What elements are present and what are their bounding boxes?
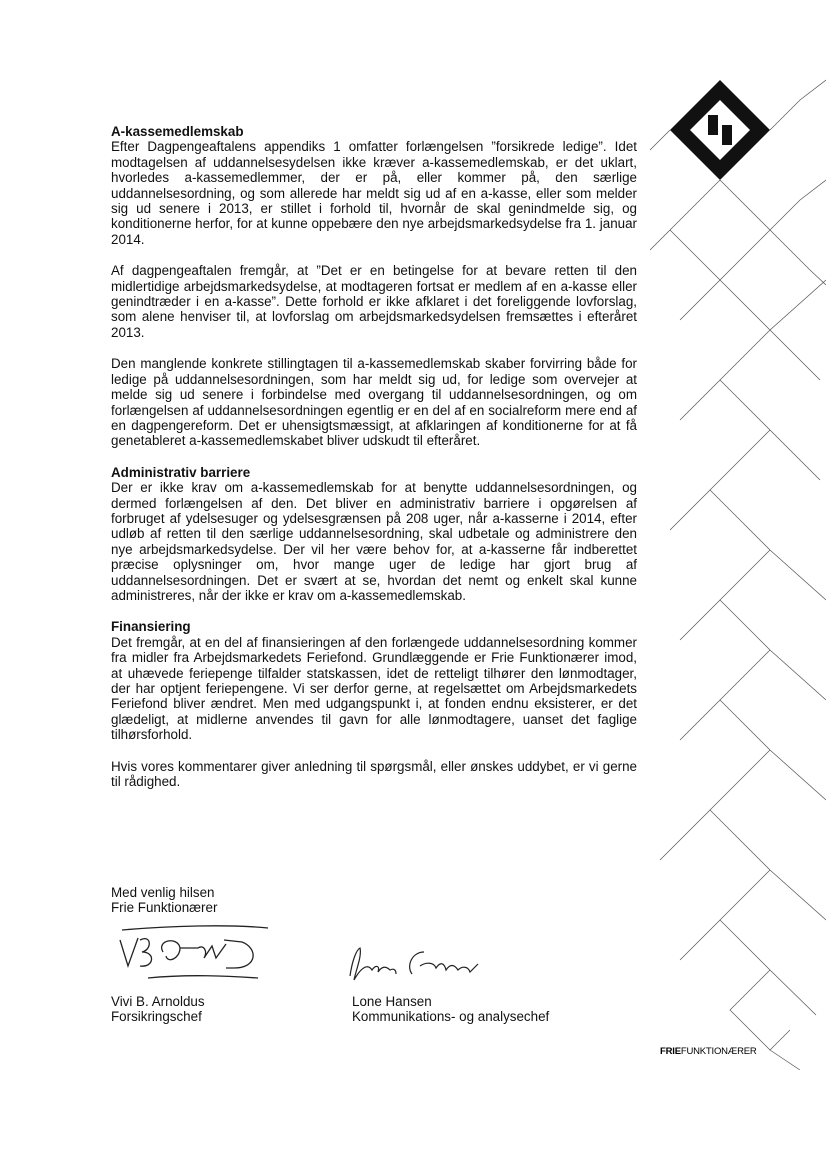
section-heading: Administrativ barriere xyxy=(111,464,251,480)
closing-organization: Frie Funktionærer xyxy=(111,900,218,916)
signatory-title: Forsikringschef xyxy=(111,1009,202,1025)
signature-vivi-image xyxy=(108,918,278,990)
paragraph: Der er ikke krav om a-kassemedlemskab for at benytte uddannelsesordningen, og dermed forlængelsen af den. Det bliver en administrativ barriere i opgørelsen af forbruget af ydelsesuger og ydelsesgrænsen på 208 uger, når a-kasserne i 2014, efter udløb af retten til den særlige uddannelsesordning, skal udbetale og administrere den nye arbejdsmarkedsydelse. Der vil her være behov for, at a-kasserne får indberettet præcise oplysninger om, hvor mange uger de ledige har gjort brug af uddannelsesordningen. Det er svært at se, hvordan det nemt og enkelt skal kunne administreres, når der ikke er krav om a-kassemedlemskab. xyxy=(111,480,637,603)
paragraph: Det fremgår, at en del af finansieringen af den forlængede uddannelsesordning kommer fra midler fra Arbejdsmarkedets Feriefond. Grundlæggende er Frie Funktionærer imod, at uhævede feriepenge tilfalder statskassen, idet de retteligt tilhører den lønmodtager, der har optjent feriepengene. Vi ser derfor gerne, at regelsættet om Arbejdsmarkedets Feriefond bliver ændret. Men med udgangspunkt i, at fonden endnu eksisterer, er det glædeligt, at midlerne anvendes til gavn for alle lønmodtagere, uanset det faglige tilhørsforhold. xyxy=(111,634,637,743)
footer-logo-rest: FUNKTIONÆRER xyxy=(680,1046,757,1057)
signature-lone-image xyxy=(342,940,512,990)
footer-logo-bold: FRIE xyxy=(660,1046,681,1057)
letter-body xyxy=(111,124,637,803)
section-heading: Finansiering xyxy=(111,619,191,635)
footer-logo xyxy=(660,1046,757,1057)
closing-greeting: Med venlig hilsen xyxy=(111,885,215,900)
logo-mark-icon xyxy=(670,80,770,180)
paragraph: Hvis vores kommentarer giver anledning til spørgsmål, eller ønskes uddybet, er vi gerne til rådighed. xyxy=(111,758,637,790)
closing-block xyxy=(111,885,217,916)
paragraph: Efter Dagpengeaftalens appendiks 1 omfatter forlængelsen ”forsikrede ledige”. Idet modtagelsen af uddannelsesydelsen ikke kræver a-kassemedlemskab, er det uklart, hvorledes a-kassemedlemmer, der er på, eller kommer på, den særlige uddannelsesordning, og som allerede har meldt sig ud af en a-kasse, eller som melder sig ud senere i 2013, er stillet i forhold til, hvornår de skal genindmelde sig, og konditionerne herfor, for at kunne oppebære den nye arbejdsmarkedsydelse fra 1. januar 2014. xyxy=(111,139,637,247)
signatory-right xyxy=(352,994,549,1025)
decorative-diamond-pattern xyxy=(640,70,826,1070)
diamond-lines xyxy=(650,80,826,1070)
paragraph: Af dagpengeaftalen fremgår, at ”Det er en betingelse for at bevare retten til den midlertidige arbejdsmarkedsydelse, at modtageren fortsat er medlem af en a-kasse eller genindtræder i en a-kasse”. Dette forhold er ikke afklaret i det foreliggende lovforslag, som alene henviser til, at lovforslag om arbejdsmarkedsydelsen fremsættes i efteråret 2013. xyxy=(111,263,637,340)
signatory-name: Vivi B. Arnoldus xyxy=(111,994,205,1009)
paragraph: Den manglende konkrete stillingtagen til a-kassemedlemskab skaber forvirring både for ledige på uddannelsesordningen, som har meldt sig ud, for ledige som overvejer at melde sig ud senere i forbindelse med overgang til uddannelsesordningen, og om forlængelsen af uddannelsesordningen egentlig er en del af en socialreform mere end af en dagpengereform. Det er uhensigtsmæssigt, at afklaringen af konditionerne for at få genetableret a-kassemedlemskabet bliver udskudt til efteråret. xyxy=(111,356,637,449)
signatory-name: Lone Hansen xyxy=(352,994,432,1009)
signatory-title: Kommunikations- og analysechef xyxy=(352,1009,550,1025)
section-heading: A-kassemedlemskab xyxy=(111,124,244,139)
signatory-left xyxy=(111,994,205,1025)
